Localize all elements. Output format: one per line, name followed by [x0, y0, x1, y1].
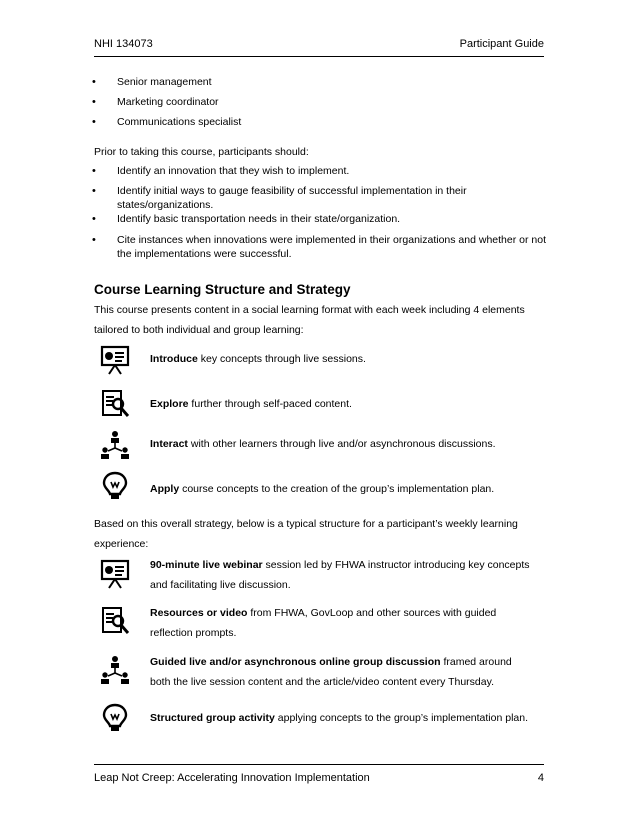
structure-discussion: Guided live and/or asynchronous online group discussion framed around both the live session content and the article/video content every Thursday.	[150, 656, 512, 688]
network-people-icon	[100, 430, 130, 460]
presentation-icon	[100, 559, 130, 589]
footer-title: Leap Not Creep: Accelerating Innovation Implementation	[94, 772, 370, 784]
section-heading: Course Learning Structure and Strategy	[94, 282, 351, 297]
guide-title: Participant Guide	[459, 38, 544, 50]
structure-activity: Structured group activity applying concepts to the group’s implementation plan.	[150, 712, 528, 724]
footer-rule	[94, 764, 544, 765]
element-explore: Explore further through self-paced content.	[150, 398, 352, 410]
presentation-icon	[100, 345, 130, 375]
page-header	[94, 38, 544, 50]
prereq-bullet: • Cite instances when innovations were implemented in their organizations and whether or not the implementations were successful.	[117, 233, 547, 261]
structure-intro: Based on this overall strategy, below is a typical structure for a participant’s weekly learning experience:	[94, 518, 518, 550]
lightbulb-icon	[100, 471, 130, 501]
course-number: NHI 134073	[94, 38, 153, 50]
prereq-intro: Prior to taking this course, participants should:	[94, 146, 309, 158]
element-apply: Apply course concepts to the creation of the group’s implementation plan.	[150, 483, 495, 495]
document-magnifier-icon	[100, 606, 130, 636]
prereq-bullet: • Identify basic transportation needs in their state/organization.	[117, 212, 547, 226]
lightbulb-icon	[100, 703, 130, 733]
page-number: 4	[537, 772, 544, 784]
document-magnifier-icon	[100, 389, 130, 419]
element-interact: Interact with other learners through live and/or asynchronous discussions.	[150, 438, 496, 450]
structure-webinar: 90-minute live webinar session led by FHWA instructor introducing key concepts and facilitating live discussion.	[150, 559, 530, 591]
audience-bullet: • Senior management	[117, 75, 547, 89]
header-rule	[94, 56, 544, 57]
network-people-icon	[100, 655, 130, 685]
page-footer	[94, 772, 544, 784]
structure-resources: Resources or video from FHWA, GovLoop and other sources with guided reflection prompts.	[150, 607, 497, 639]
prereq-bullet: • Identify an innovation that they wish to implement.	[117, 164, 547, 178]
element-introduce: Introduce key concepts through live sessions.	[150, 353, 366, 365]
audience-bullet: • Marketing coordinator	[117, 95, 547, 109]
audience-bullet: • Communications specialist	[117, 115, 547, 129]
section-intro: This course presents content in a social learning format with each week including 4 elements tailored to both individual and group learning:	[94, 304, 525, 336]
prereq-bullet: • Identify initial ways to gauge feasibility of successful implementation in their states/organizations.	[117, 184, 497, 212]
